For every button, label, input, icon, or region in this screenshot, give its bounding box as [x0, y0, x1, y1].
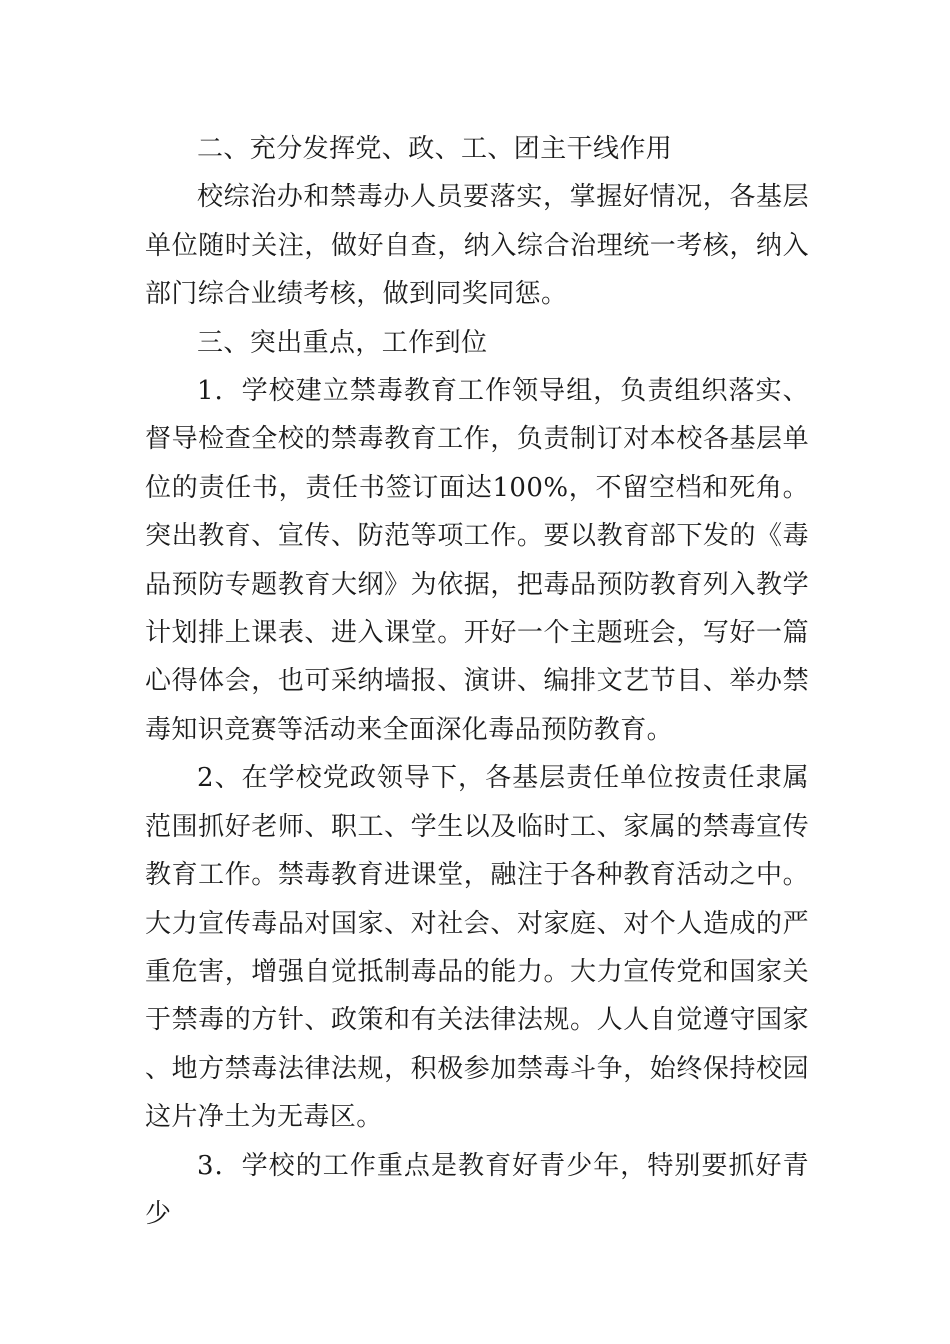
body-paragraph: 校综治办和禁毒办人员要落实，掌握好情况，各基层单位随时关注，做好自查，纳入综合治理统一考核，纳入部门综合业绩考核，做到同奖同惩。 — [145, 182, 809, 310]
document-body — [145, 125, 809, 1238]
list-item-1: 1．学校建立禁毒教育工作领导组，负责组织落实、督导检查全校的禁毒教育工作，负责制订对本校各基层单位的责任书，责任书签订面达100%，不留空档和死角。突出教育、宣传、防范等项工作。要以教育部下发的《毒品预防专题教育大纲》为依据，把毒品预防教育列入教学计划排上课表、进入课堂。开好一个主题班会，写好一篇心得体会，也可采纳墙报、演讲、编排文艺节目、举办禁毒知识竞赛等活动来全面深化毒品预防教育。 — [145, 376, 809, 745]
section-heading-2: 二、充分发挥党、政、工、团主干线作用 — [197, 134, 673, 164]
section-heading-3: 三、突出重点，工作到位 — [197, 327, 488, 358]
list-item-3: 3．学校的工作重点是教育好青少年，特别要抓好青少 — [145, 1150, 809, 1229]
list-item-2: 2、在学校党政领导下，各基层责任单位按责任隶属范围抓好老师、职工、学生以及临时工、家属的禁毒宣传教育工作。禁毒教育进课堂，融注于各种教育活动之中。大力宣传毒品对国家、对社会、对家庭、对个人造成的严重危害，增强自觉抵制毒品的能力。大力宣传党和国家关于禁毒的方针、政策和有关法律法规。人人自觉遵守国家、地方禁毒法律法规，积极参加禁毒斗争，始终保持校园这片净土为无毒区。 — [145, 763, 809, 1133]
